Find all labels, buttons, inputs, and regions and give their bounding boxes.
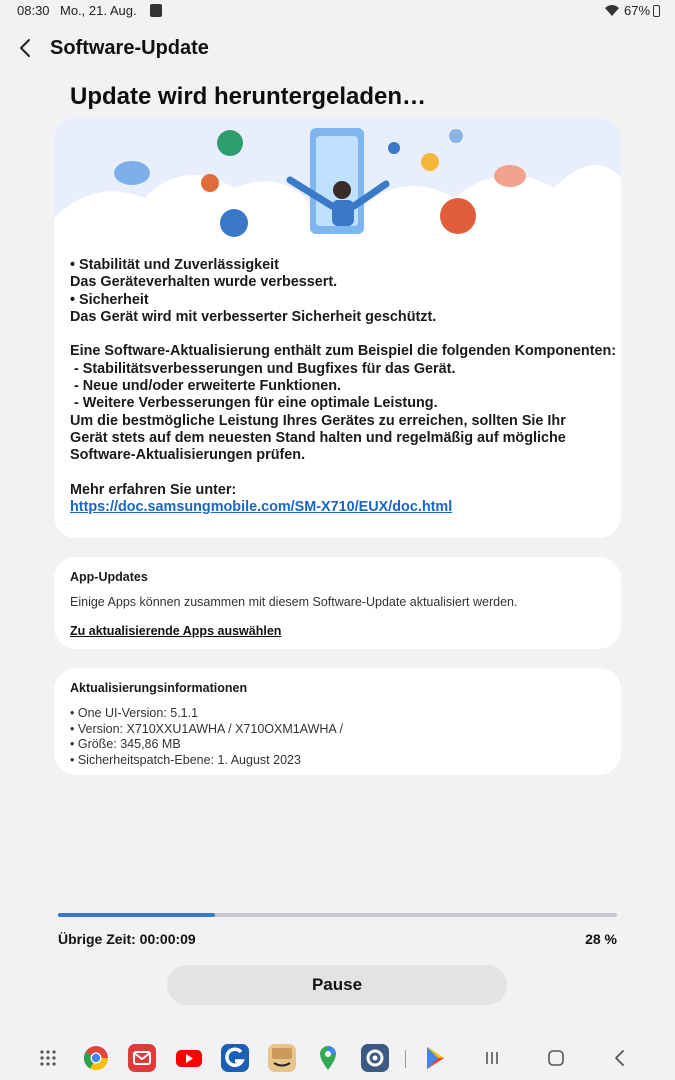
notes-blank-line (70, 465, 615, 482)
notes-line: - Stabilitätsverbesserungen und Bugfixes für das Gerät. (70, 360, 456, 377)
release-notes-card (54, 118, 621, 538)
remaining-time: Übrige Zeit: 00:00:09 (58, 931, 196, 947)
maps-icon[interactable] (313, 1043, 343, 1073)
notes-line: • Stabilität und Zuverlässigkeit (70, 257, 279, 273)
more-info-link[interactable]: https://doc.samsungmobile.com/SM-X710/EUX/doc.html (70, 499, 453, 516)
wifi-icon (604, 3, 620, 17)
download-progress-fill (58, 913, 215, 917)
mail-icon[interactable] (127, 1043, 157, 1073)
notes-line: Um die bestmögliche Leistung Ihres Gerätes zu erreichen, sollten Sie Ihr (70, 412, 566, 429)
recents-icon[interactable] (477, 1043, 507, 1073)
notes-line: Gerät stets auf dem neuesten Stand halten und regelmäßig auf mögliche (70, 429, 566, 446)
app-updates-card (54, 557, 621, 649)
apps-grid-icon[interactable] (33, 1043, 63, 1073)
update-info-card (54, 668, 621, 775)
select-apps-link[interactable]: Zu aktualisierende Apps auswählen (70, 624, 282, 638)
notes-line: Das Geräteverhalten wurde verbessert. (70, 274, 338, 291)
release-notes-text (70, 257, 615, 516)
update-illustration (54, 118, 621, 245)
info-item: • Größe: 345,86 MB (70, 737, 181, 751)
notes-line: - Neue und/oder erweiterte Funktionen. (70, 378, 342, 395)
update-info-list (70, 706, 343, 768)
notes-line: Software-Aktualisierungen prüfen. (70, 447, 306, 464)
notes-line: Das Gerät wird mit verbesserter Sicherheit geschützt. (70, 308, 437, 325)
notes-line: - Weitere Verbesserungen für eine optimale Leistung. (70, 395, 438, 412)
info-item: • Version: X710XXU1AWHA / X710OXM1AWHA / (70, 721, 344, 736)
g-app-icon[interactable] (220, 1043, 250, 1073)
back-icon[interactable] (605, 1043, 635, 1073)
back-arrow-icon[interactable] (12, 34, 40, 62)
battery-icon (653, 5, 660, 17)
settings-icon[interactable] (360, 1043, 390, 1073)
status-date: Mo., 21. Aug. (60, 3, 137, 18)
play-store-icon[interactable] (420, 1043, 450, 1073)
update-info-title: Aktualisierungsinformationen (70, 681, 248, 695)
notes-blank-line (70, 326, 615, 343)
app-bar (0, 30, 675, 66)
app-bar-title: Software-Update (50, 37, 209, 59)
amazon-icon[interactable] (267, 1043, 297, 1073)
youtube-icon[interactable] (174, 1043, 204, 1073)
status-time: 08:30 (17, 3, 50, 18)
taskbar-divider (405, 1050, 406, 1068)
info-item: • Sicherheitspatch-Ebene: 1. August 2023 (70, 752, 301, 767)
app-updates-description: Einige Apps können zusammen mit diesem Software-Update aktualisiert werden. (70, 595, 518, 609)
battery-percent: 67% (624, 3, 651, 18)
app-updates-title: App-Updates (70, 570, 148, 584)
notes-line: Eine Software-Aktualisierung enthält zum Beispiel die folgenden Komponenten: (70, 343, 617, 360)
info-item: • One UI-Version: 5.1.1 (70, 706, 199, 720)
progress-percent: 28 % (585, 931, 617, 947)
notes-line: Mehr erfahren Sie unter: (70, 481, 237, 498)
notification-icon (150, 4, 162, 17)
page-title: Update wird heruntergeladen… (70, 83, 427, 110)
download-progress-bar (58, 913, 617, 917)
pause-button[interactable]: Pause (167, 965, 507, 1005)
status-bar (0, 0, 675, 22)
taskbar (0, 1038, 675, 1078)
chrome-icon[interactable] (81, 1043, 111, 1073)
home-icon[interactable] (541, 1043, 571, 1073)
notes-line: • Sicherheit (70, 291, 149, 308)
